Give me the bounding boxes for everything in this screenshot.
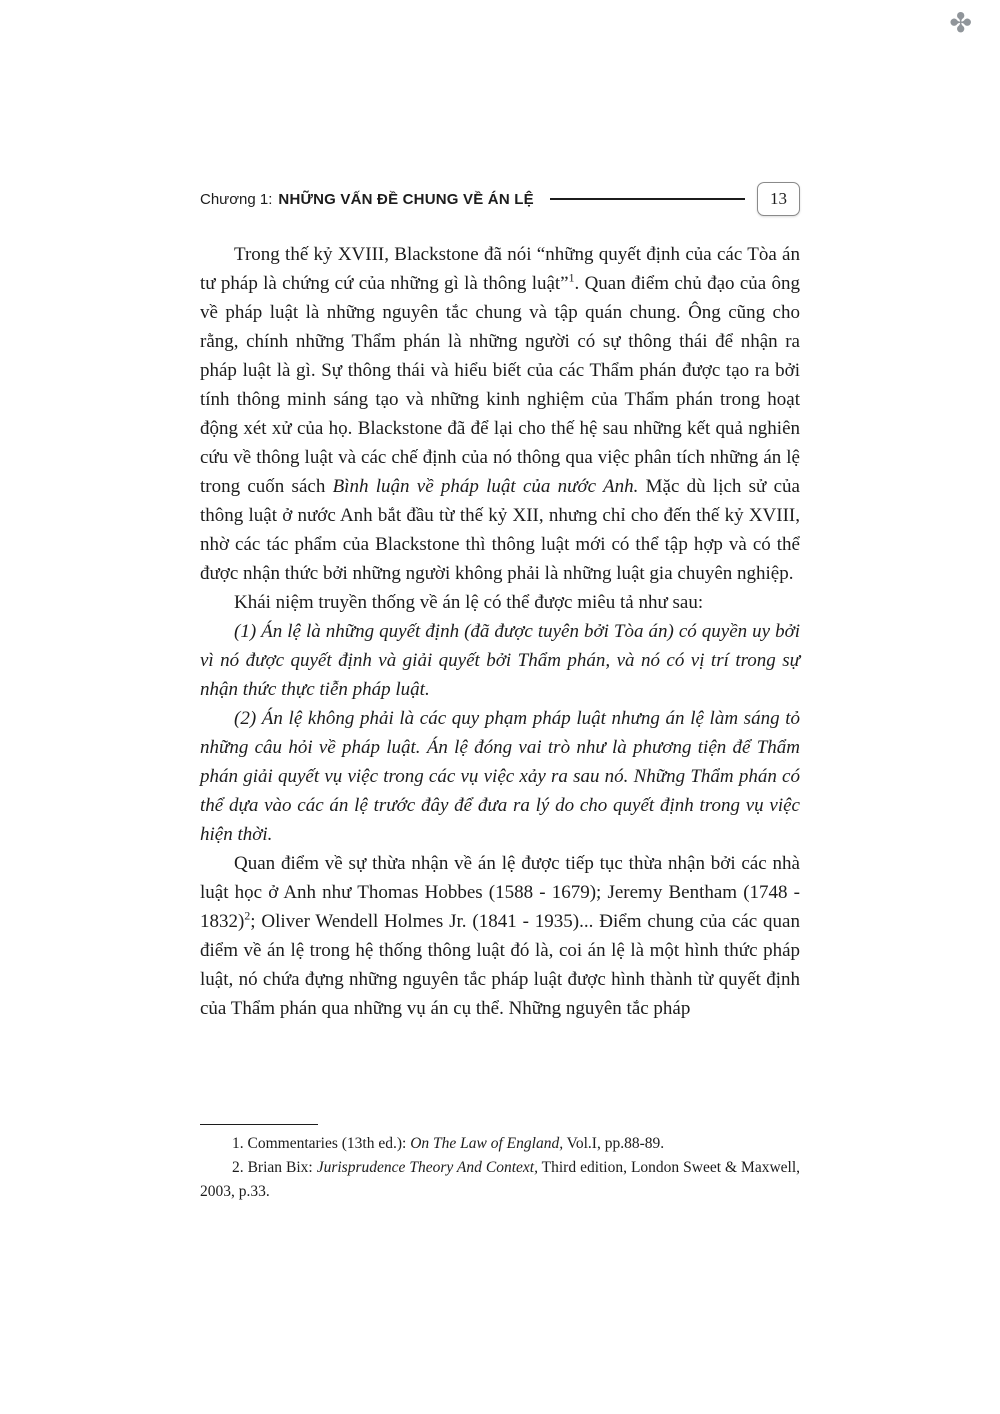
text-segment: 1. Commentaries (13th ed.): bbox=[232, 1135, 411, 1152]
text-segment: Mặc dù lịch sử của thông luật ở nước Anh bắt đầu từ thế kỷ XII, nhưng chỉ cho đến thế kỷ XVIII, nhờ các tác phẩm của Blackstone thì thông luật mới có thể tập hợp và có thể được nhận thức bởi những người không phải là những luật gia chuyên nghiệp. bbox=[200, 476, 800, 584]
paragraph bbox=[200, 849, 800, 1023]
text-segment: (2) Án lệ không phải là các quy phạm pháp luật nhưng án lệ làm sáng tỏ những câu hỏi về pháp luật. Án lệ đóng vai trò như là phương tiện để Thẩm phán giải quyết vụ việc trong các vụ việc xảy ra sau nó. Những Thẩm phán có thể dựa vào các án lệ trước đây để đưa ra lý do cho quyết định trong vụ việc hiện thời. bbox=[200, 708, 800, 845]
text-segment: Vol.I, pp.88-89. bbox=[563, 1135, 665, 1152]
page-number: 13 bbox=[770, 189, 787, 208]
paragraph bbox=[200, 588, 800, 617]
text-segment: Bình luận về pháp luật của nước Anh. bbox=[332, 476, 639, 497]
text-segment: Trong thế kỷ XVIII, Blackstone đã nói “những quyết định của các Tòa án tư pháp là chứng cứ của những gì là thông luật” bbox=[200, 244, 800, 294]
footnote-separator bbox=[200, 1124, 318, 1125]
page-number-badge bbox=[757, 182, 800, 216]
paragraph bbox=[200, 617, 800, 704]
text-segment: Third edition, London Sweet & Maxwell, 2003, p.33. bbox=[200, 1159, 801, 1200]
footnote-ref: 2 bbox=[244, 909, 251, 923]
text-segment: . Quan điểm chủ đạo của ông về pháp luật là những nguyên tắc chung và tập quán chung. Ông cũng cho rằng, chính những Thẩm phán là những người có sự thông thái để nhận ra pháp luật là gì. Sự thông thái và hiểu biết của các Thẩm phán được tạo ra bởi tính thông minh sáng tạo và những kinh nghiệm của Thẩm phán trong hoạt động xét xử của họ. Blackstone đã để lại cho thế hệ sau những kết quả nghiên cứu về thông luật và các chế định của nó thông qua việc phân tích những án lệ trong cuốn sách bbox=[200, 273, 800, 497]
footnote-ref: 1 bbox=[568, 271, 575, 285]
footnote bbox=[200, 1156, 800, 1204]
footnotes bbox=[200, 1132, 800, 1204]
text-segment: 2. Brian Bix: bbox=[232, 1159, 317, 1176]
paragraph bbox=[200, 240, 800, 588]
header-rule bbox=[550, 198, 745, 200]
text-segment: Khái niệm truyền thống về án lệ có thể được miêu tả như sau: bbox=[234, 592, 704, 613]
paragraph bbox=[200, 704, 800, 849]
body-text bbox=[200, 240, 800, 1023]
text-segment: Jurisprudence Theory And Context, bbox=[316, 1159, 538, 1176]
chapter-title: NHỮNG VẤN ĐỀ CHUNG VỀ ÁN LỆ bbox=[278, 190, 534, 208]
chapter-label: Chương 1: bbox=[200, 190, 273, 208]
text-segment: Quan điểm về sự thừa nhận về án lệ được tiếp tục thừa nhận bởi các nhà luật học ở Anh như Thomas Hobbes (1588 - 1679); Jeremy Bentham (1748 - 1832) bbox=[200, 853, 800, 932]
flower-ornament-icon: ✤ bbox=[949, 8, 972, 38]
footnote bbox=[200, 1132, 800, 1156]
page-header bbox=[200, 182, 800, 216]
text-segment: (1) Án lệ là những quyết định (đã được tuyên bởi Tòa án) có quyền uy bởi vì nó được quyết định và giải quyết bởi Thẩm phán, và nó có vị trí trong sự nhận thức thực tiễn pháp luật. bbox=[200, 621, 800, 700]
text-segment: On The Law of England, bbox=[410, 1135, 564, 1152]
text-segment: ; Oliver Wendell Holmes Jr. (1841 - 1935)... Điểm chung của các quan điểm về án lệ trong hệ thống thông luật đó là, coi án lệ là một hình thức pháp luật, nó chứa đựng những nguyên tắc pháp luật được hình thành từ quyết định của Thẩm phán qua những vụ án cụ thể. Những nguyên tắc pháp bbox=[200, 911, 800, 1019]
